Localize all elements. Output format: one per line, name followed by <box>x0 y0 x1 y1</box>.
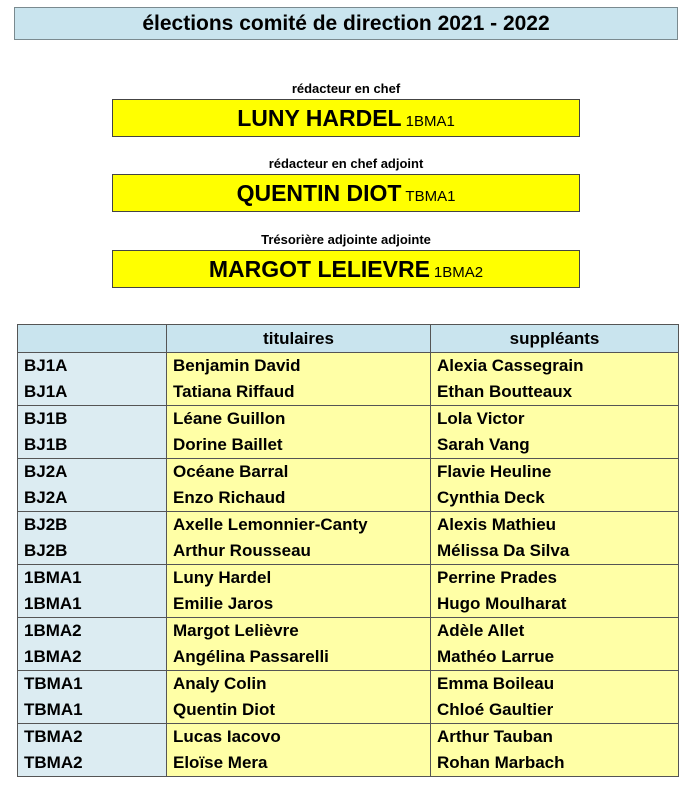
class-cell: BJ2B <box>18 512 167 539</box>
table-row <box>18 697 679 724</box>
role-box-deputy-editor <box>112 174 580 212</box>
class-cell: TBMA2 <box>18 750 167 777</box>
role-label-deputy-editor: rédacteur en chef adjoint <box>268 156 424 171</box>
table-row <box>18 406 679 433</box>
class-cell: BJ1B <box>18 432 167 459</box>
role-box-treasurer <box>112 250 580 288</box>
header-titulaires: titulaires <box>167 325 431 353</box>
titulaire-cell: Axelle Lemonnier-Canty <box>167 512 431 539</box>
suppleant-cell: Ethan Boutteaux <box>431 379 679 406</box>
role-name: MARGOT LELIEVRE <box>208 256 430 282</box>
suppleant-cell: Sarah Vang <box>431 432 679 459</box>
table-row <box>18 538 679 565</box>
table-row <box>18 379 679 406</box>
class-cell: BJ2B <box>18 538 167 565</box>
titulaire-cell: Analy Colin <box>167 671 431 698</box>
suppleant-cell: Emma Boileau <box>431 671 679 698</box>
page-title: élections comité de direction 2021 - 2022 <box>14 7 678 40</box>
titulaire-cell: Enzo Richaud <box>167 485 431 512</box>
titulaire-cell: Eloïse Mera <box>167 750 431 777</box>
table-row <box>18 565 679 592</box>
titulaire-cell: Dorine Baillet <box>167 432 431 459</box>
suppleant-cell: Alexis Mathieu <box>431 512 679 539</box>
suppleant-cell: Hugo Moulharat <box>431 591 679 618</box>
suppleant-cell: Cynthia Deck <box>431 485 679 512</box>
header-class <box>18 325 167 353</box>
titulaire-cell: Angélina Passarelli <box>167 644 431 671</box>
role-box-editor-in-chief <box>112 99 580 137</box>
table-row <box>18 724 679 751</box>
table-row <box>18 671 679 698</box>
class-cell: 1BMA1 <box>18 565 167 592</box>
class-cell: 1BMA1 <box>18 591 167 618</box>
suppleant-cell: Perrine Prades <box>431 565 679 592</box>
suppleant-cell: Adèle Allet <box>431 618 679 645</box>
titulaire-cell: Léane Guillon <box>167 406 431 433</box>
titulaire-cell: Benjamin David <box>167 353 431 380</box>
table-row <box>18 512 679 539</box>
roster-body <box>18 353 679 777</box>
role-label-editor-in-chief: rédacteur en chef <box>291 81 401 96</box>
class-cell: 1BMA2 <box>18 644 167 671</box>
suppleant-cell: Rohan Marbach <box>431 750 679 777</box>
role-label-treasurer: Trésorière adjointe adjointe <box>261 232 431 247</box>
titulaire-cell: Arthur Rousseau <box>167 538 431 565</box>
class-cell: TBMA1 <box>18 697 167 724</box>
class-cell: BJ1A <box>18 379 167 406</box>
titulaire-cell: Tatiana Riffaud <box>167 379 431 406</box>
class-cell: BJ1A <box>18 353 167 380</box>
table-row <box>18 459 679 486</box>
role-class: 1BMA1 <box>405 113 455 130</box>
titulaire-cell: Margot Lelièvre <box>167 618 431 645</box>
suppleant-cell: Arthur Tauban <box>431 724 679 751</box>
class-cell: BJ2A <box>18 459 167 486</box>
suppleant-cell: Flavie Heuline <box>431 459 679 486</box>
titulaire-cell: Océane Barral <box>167 459 431 486</box>
class-cell: TBMA1 <box>18 671 167 698</box>
suppleant-cell: Mélissa Da Silva <box>431 538 679 565</box>
class-cell: BJ2A <box>18 485 167 512</box>
suppleant-cell: Chloé Gaultier <box>431 697 679 724</box>
role-name: LUNY HARDEL <box>237 105 402 131</box>
suppleant-cell: Lola Victor <box>431 406 679 433</box>
titulaire-cell: Luny Hardel <box>167 565 431 592</box>
role-class: 1BMA2 <box>433 264 484 281</box>
suppleant-cell: Mathéo Larrue <box>431 644 679 671</box>
header-suppleants: suppléants <box>431 325 679 353</box>
table-row <box>18 750 679 777</box>
role-class: TBMA1 <box>405 188 456 205</box>
roster-table <box>17 324 679 777</box>
titulaire-cell: Emilie Jaros <box>167 591 431 618</box>
table-row <box>18 432 679 459</box>
table-row <box>18 485 679 512</box>
table-row <box>18 644 679 671</box>
table-row <box>18 353 679 380</box>
titulaire-cell: Quentin Diot <box>167 697 431 724</box>
table-header-row <box>18 325 679 353</box>
role-name: QUENTIN DIOT <box>236 180 402 206</box>
table-row <box>18 618 679 645</box>
titulaire-cell: Lucas Iacovo <box>167 724 431 751</box>
table-row <box>18 591 679 618</box>
class-cell: BJ1B <box>18 406 167 433</box>
suppleant-cell: Alexia Cassegrain <box>431 353 679 380</box>
class-cell: TBMA2 <box>18 724 167 751</box>
class-cell: 1BMA2 <box>18 618 167 645</box>
